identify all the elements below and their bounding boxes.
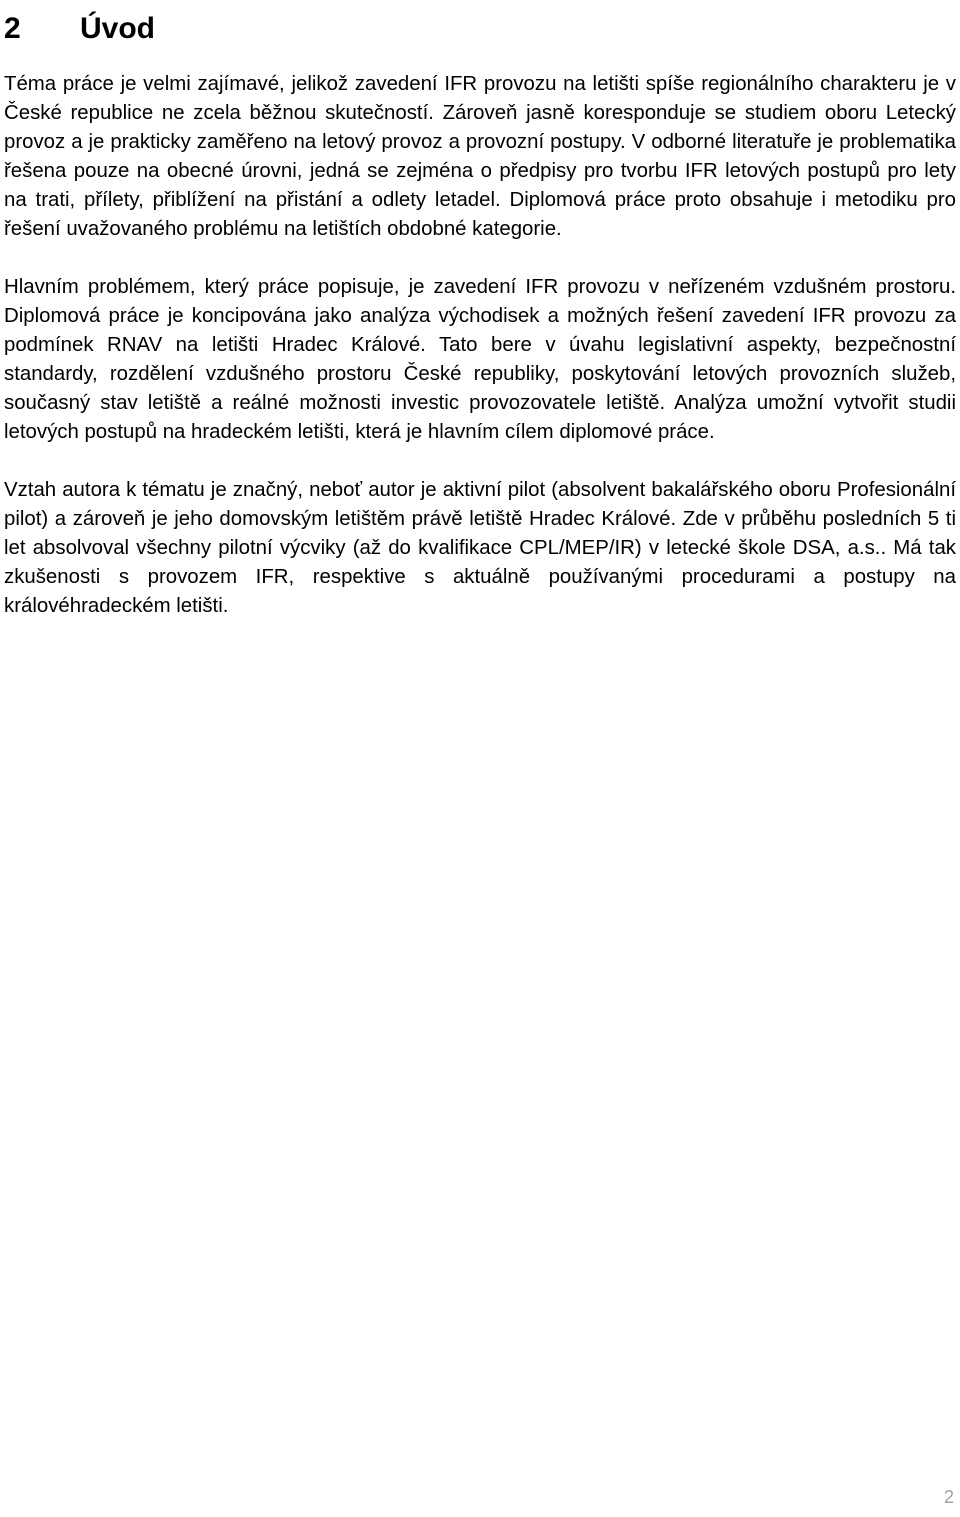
chapter-number: 2 bbox=[4, 12, 21, 45]
chapter-title: Úvod bbox=[80, 12, 155, 45]
page-number: 2 bbox=[943, 1487, 954, 1507]
paragraph-main-problem: Hlavním problémem, který práce popisuje, je zavedení IFR provozu v neřízeném vzdušném prostoru. Diplomová práce je koncipována jako analýza východisek a možných řešení zavedení IFR provozu za podmínek RNAV na letišti Hradec Králové. Tato bere v úvahu legislativní aspekty, bezpečnostní standardy, rozdělení vzdušného prostoru České republiky, poskytování letových provozních služeb, současný stav letiště a reálné možnosti investic provozovatele letiště. Analýza umožní vytvořit studii letových postupů na hradeckém letišti, která je hlavním cílem diplomové práce. bbox=[4, 276, 956, 443]
paragraph-author-relation: Vztah autora k tématu je značný, neboť autor je aktivní pilot (absolvent bakalářského oboru Profesionální pilot) a zároveň je jeho domovským letištěm právě letiště Hradec Králové. Zde v průběhu posledních 5 ti let absolvoval všechny pilotní výcviky (až do kvalifikace CPL/MEP/IR) v letecké škole DSA, a.s.. Má tak zkušenosti s provozem IFR, respektive s aktuálně používanými procedurami a postupy na královéhradeckém letišti. bbox=[4, 479, 956, 617]
paragraph-introduction: Téma práce je velmi zajímavé, jelikož zavedení IFR provozu na letišti spíše regionálního charakteru je v České republice ne zcela běžnou skutečností. Zároveň jasně koresponduje se studiem oboru Letecký provoz a je prakticky zaměřeno na letový provoz a provozní postupy. V odborné literatuře je problematika řešena pouze na obecné úrovni, jedná se zejména o předpisy pro tvorbu IFR letových postupů pro lety na trati, přílety, přiblížení na přistání a odlety letadel. Diplomová práce proto obsahuje i metodiku pro řešení uvažovaného problému na letištích obdobné kategorie. bbox=[4, 73, 956, 240]
chapter-heading bbox=[4, 0, 956, 52]
document-page bbox=[4, 0, 956, 621]
